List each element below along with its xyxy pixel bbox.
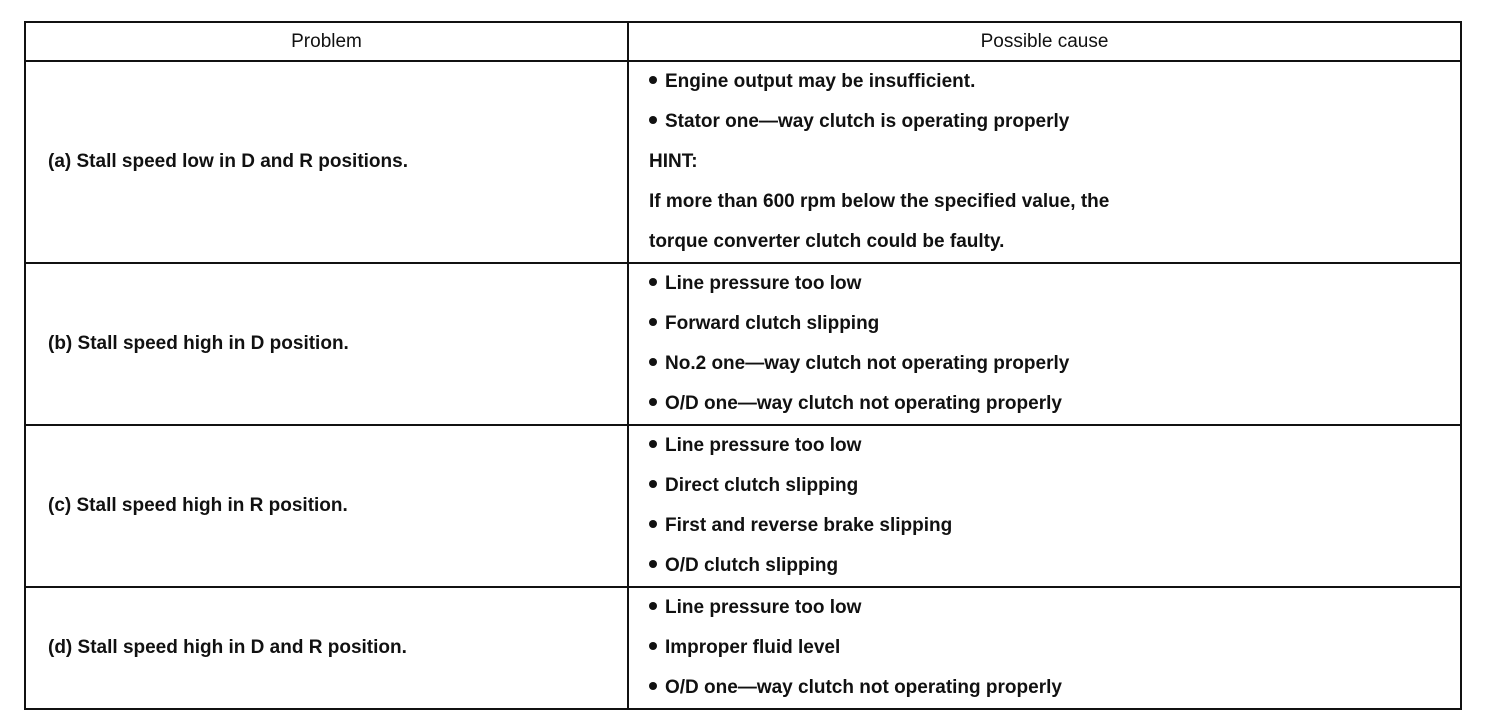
bullet-icon [649, 480, 657, 488]
bullet-icon [649, 278, 657, 286]
cause-cell [629, 62, 1460, 262]
bullet-icon [649, 520, 657, 528]
cause-item [649, 506, 1460, 546]
cause-text: Stator one—way clutch is operating properly [665, 111, 1070, 132]
cause-text: Line pressure too low [665, 273, 862, 294]
cause-cell [629, 426, 1460, 586]
header-possible-cause: Possible cause [980, 30, 1109, 52]
bullet-icon [649, 642, 657, 650]
header-problem: Problem [26, 23, 629, 60]
cause-item [649, 102, 1460, 142]
bullet-icon [649, 358, 657, 366]
cause-text: No.2 one—way clutch not operating properly [665, 353, 1070, 374]
cause-item [649, 264, 1460, 304]
problem-cell: (d) Stall speed high in D and R position. [26, 588, 629, 708]
problem-cell: (a) Stall speed low in D and R positions. [26, 62, 629, 262]
cause-text: Line pressure too low [665, 435, 862, 456]
cause-text: Forward clutch slipping [665, 313, 880, 334]
cause-item [649, 668, 1460, 708]
table-row [26, 426, 1460, 588]
hint-text: If more than 600 rpm below the specified value, the [649, 191, 1110, 212]
bullet-icon [649, 602, 657, 610]
cause-item [649, 628, 1460, 668]
table-row [26, 264, 1460, 426]
cause-cell [629, 588, 1460, 708]
cause-text: Line pressure too low [665, 597, 862, 618]
table-row [26, 588, 1460, 708]
bullet-icon [649, 76, 657, 84]
hint-label: HINT: [649, 151, 698, 172]
bullet-icon [649, 398, 657, 406]
bullet-icon [649, 560, 657, 568]
cause-item [649, 62, 1460, 102]
cause-text: Direct clutch slipping [665, 475, 859, 496]
cause-text: Improper fluid level [665, 637, 841, 658]
bullet-icon [649, 116, 657, 124]
cause-item [649, 426, 1460, 466]
cause-item [649, 304, 1460, 344]
cause-text: O/D clutch slipping [665, 555, 839, 576]
cause-item [649, 588, 1460, 628]
bullet-icon [649, 440, 657, 448]
table-header-row [26, 23, 1460, 62]
cause-text: O/D one—way clutch not operating properly [665, 677, 1062, 698]
cause-item [649, 344, 1460, 384]
cause-text: Engine output may be insufficient. [665, 71, 976, 92]
problem-cell: (b) Stall speed high in D position. [26, 264, 629, 424]
cause-item [649, 546, 1460, 586]
cause-text: First and reverse brake slipping [665, 515, 953, 536]
cause-cell [629, 264, 1460, 424]
bullet-icon [649, 318, 657, 326]
cause-item [649, 384, 1460, 424]
bullet-icon [649, 682, 657, 690]
problem-cell: (c) Stall speed high in R position. [26, 426, 629, 586]
troubleshooting-table [24, 21, 1462, 710]
cause-text: O/D one—way clutch not operating properly [665, 393, 1062, 414]
hint-text: torque converter clutch could be faulty. [649, 231, 1005, 252]
cause-item [649, 466, 1460, 506]
table-row [26, 62, 1460, 264]
